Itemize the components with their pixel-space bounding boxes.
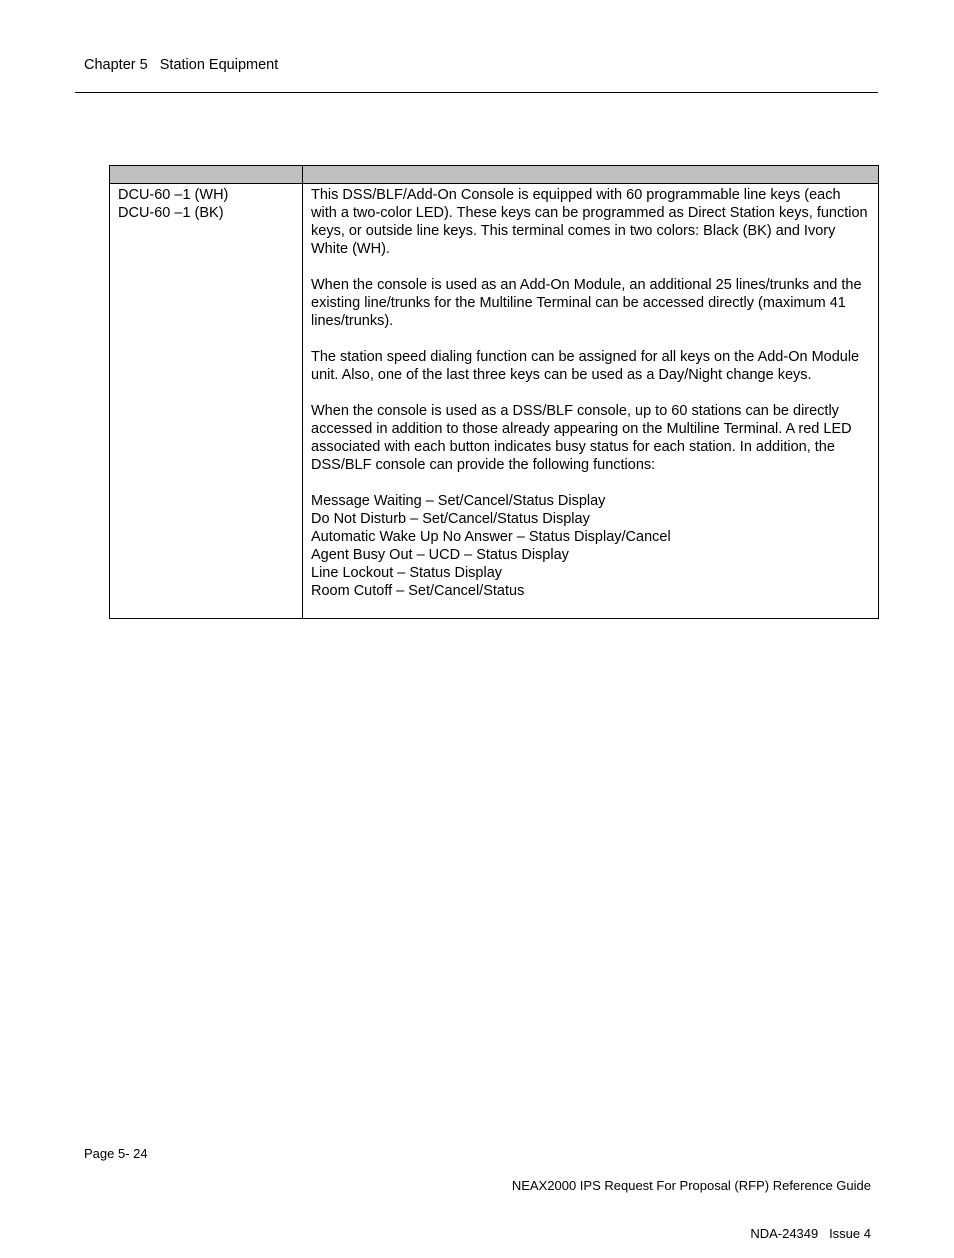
function-item: Line Lockout – Status Display <box>311 565 503 581</box>
table-header-description <box>303 166 879 184</box>
chapter-header: Chapter 5 Station Equipment <box>84 57 279 73</box>
description-paragraph: When the console is used as an Add-On Module, an additional 25 lines/trunks and the existing line/trunks for the Multiline Terminal can be accessed directly (maximum 41 lines/trunks). <box>311 277 862 329</box>
equipment-spec-table <box>109 165 879 619</box>
description-paragraph: When the console is used as a DSS/BLF console, up to 60 stations can be directly accessed in addition to those already appearing on the Multiline Terminal. A red LED associated with each button indicates busy status for each station. In addition, the DSS/BLF console can provide the following functions: <box>311 403 852 473</box>
model-number: DCU-60 –1 (BK) <box>118 205 224 221</box>
guide-title: NEAX2000 IPS Request For Proposal (RFP) Reference Guide <box>511 1178 871 1193</box>
function-item: Agent Busy Out – UCD – Status Display <box>311 547 569 563</box>
page-number: Page 5- 24 <box>84 1146 148 1161</box>
description-paragraph: This DSS/BLF/Add-On Console is equipped with 60 programmable line keys (each with a two-color LED). These keys can be programmed as Direct Station keys, function keys, or outside line keys. This terminal comes in two colors: Black (BK) and Ivory White (WH). <box>311 187 868 257</box>
header-divider <box>75 92 878 93</box>
document-id: NDA-24349 Issue 4 <box>750 1226 871 1241</box>
description-paragraph: The station speed dialing function can be assigned for all keys on the Add-On Module unit. Also, one of the last three keys can be used as a Day/Night change keys. <box>311 349 860 383</box>
description-cell <box>303 184 879 619</box>
table-row <box>110 184 879 619</box>
model-number: DCU-60 –1 (WH) <box>118 187 229 203</box>
model-cell <box>110 184 303 619</box>
function-item: Message Waiting – Set/Cancel/Status Display <box>311 493 606 509</box>
function-item: Room Cutoff – Set/Cancel/Status <box>311 583 525 599</box>
function-item: Do Not Disturb – Set/Cancel/Status Display <box>311 511 590 527</box>
function-item: Automatic Wake Up No Answer – Status Display/Cancel <box>311 529 671 545</box>
function-list <box>311 492 870 600</box>
table-header-model <box>110 166 303 184</box>
table-header-row <box>110 166 879 184</box>
footer-document-info <box>512 1146 871 1258</box>
